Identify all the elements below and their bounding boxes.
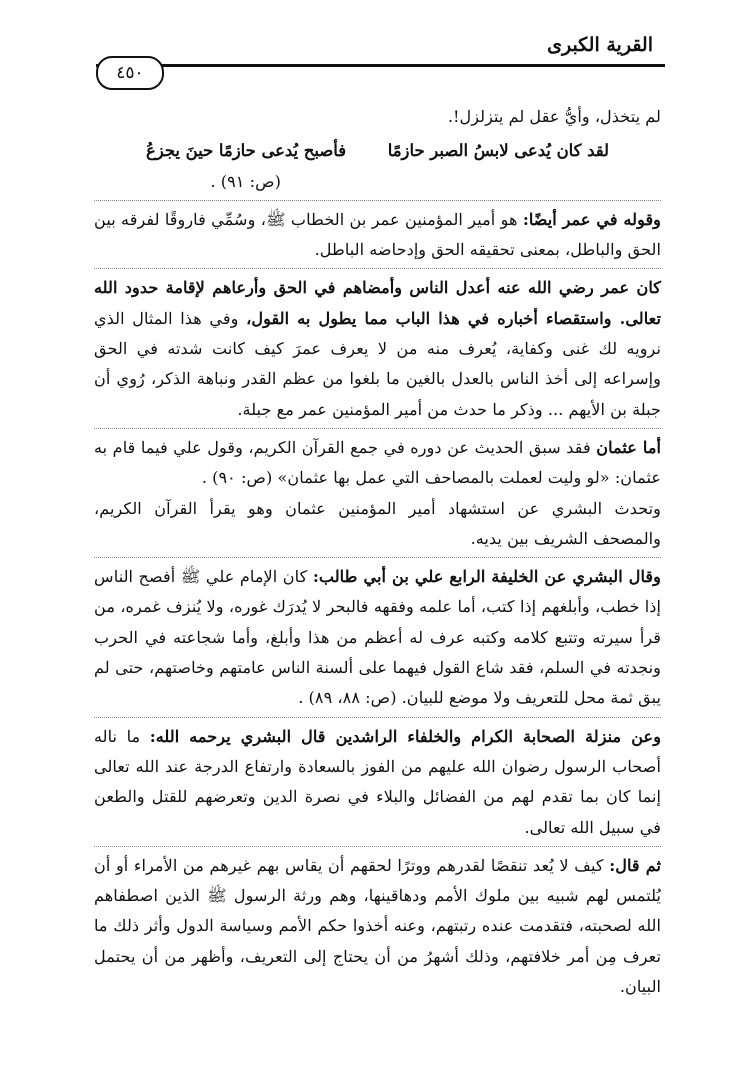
paragraph-6-lead: وقال البشري عن الخليفة الرابع علي بن أبي طالب: — [312, 567, 661, 587]
separator — [94, 200, 661, 201]
separator — [94, 557, 661, 558]
paragraph-4-lead: أما عثمان — [596, 437, 661, 457]
paragraph-3-text: وفي هذا المثال الذي نرويه لك غنى وكفاية، يُعرف منه من لا يعرف عمرَ كيف كانت شدته في الحق وإسراعه إلى أخذ الناس بالعدل بالغين ما بلغوا من عظم القدر ونباهة الذكر، رُوي أن جبلة بن الأيهم ... وذكر ما حدث من أمير المؤمنين عمر مع جبلة. — [94, 308, 661, 419]
paragraph-1: لم يتخذل، وأيُّ عقل لم يتزلزل!. — [447, 107, 661, 126]
paragraph-7-lead: وعن منزلة الصحابة الكرام والخلفاء الراشدين قال البشري يرحمه الله: — [149, 726, 662, 746]
separator — [94, 428, 661, 429]
paragraph-6 — [94, 562, 661, 713]
paragraph-7 — [94, 722, 661, 843]
paragraph-4 — [94, 433, 661, 494]
separator — [94, 846, 661, 847]
poem-reference: (ص: ٩١) . — [210, 171, 281, 191]
book-title: القرية الكبرى — [547, 34, 653, 56]
paragraph-2-text: هو أمير المؤمنين عمر بن الخطاب ﷺ، وسُمِّي فاروقًا لفرقه بين الحق والباطل، بمعنى تحقيقه الحق وإدحاضه الباطل. — [94, 209, 661, 260]
poem-hemistich-2: فأصبح يُدعى حازمًا حينَ يجزعُ — [146, 141, 347, 161]
paragraph-2 — [94, 205, 661, 266]
page-number: ٤٥٠ — [96, 56, 164, 90]
poem-verse — [94, 136, 661, 166]
paragraph-3 — [94, 273, 661, 424]
paragraph-4-text: فقد سبق الحديث عن دوره في جمع القرآن الكريم، وقول علي فيما قام به عثمان: «لو وليت لعملت بالمصاحف التي عمل بها عثمان» (ص: ٩٠) . — [94, 437, 661, 488]
paragraph-2-lead: وقوله في عمر أيضًا: — [522, 209, 661, 229]
paragraph-3-lead: كان عمر رضي الله عنه أعدل الناس وأمضاهم في الحق وأرعاهم لإقامة حدود الله تعالى. واستقصاء أخباره في هذا الباب مما يطول به القول، — [94, 278, 661, 328]
paragraph-8-lead: ثم قال: — [609, 855, 661, 875]
paragraph-8-text: كيف لا يُعد تنقصًا لقدرهم ووترًا لحقهم أن يقاس بهم غيرهم من الأمراء أو أن يُلتمس لهم شبيه بين ملوك الأمم ودهاقينها، وهم ورثة الرسول ﷺ الذين اصطفاهم الله لصحبته، فتقدمت عنده رتبتهم، وعنه أخذوا حكم الأمم وسياسة الدول وأثر ذلك ما تعرف مِن أمر خلافتهم، وذلك أشهرُ من أن يحتاج إلى التعريف، وأظهر من أن يحتمل البيان. — [94, 855, 661, 997]
separator — [94, 268, 661, 269]
poem-hemistich-1: لقد كان يُدعى لابسُ الصبر حازمًا — [387, 141, 609, 161]
paragraph-6-text: كان الإمام علي ﷺ أفصح الناس إذا خطب، وأبلغهم إذا كتب، أما علمه وفقهه فالبحر لا يُدرَك غوره، ولا يُنزف غمره، من قرأ سيرته وتتبع كلامه وكتبه عرف له أعظم من هذا وأبلغ، وأما شجاعته في الحرب ونجدته في السلم، فقد شاع القول فيهما على ألسنة الناس عامتهم وخاصتهم، حتى لم يبق ثمة محل للتعريف ولا موضع للبيان. (ص: ٨٨، ٨٩) . — [94, 567, 661, 708]
separator — [94, 717, 661, 718]
paragraph-7-text: ما ناله أصحاب الرسول رضوان الله عليهم من الفوز بالسعادة وارتفاع الدرجة عند الله تعالى إنما كان بما تقدم لهم من الفضائل والبلاء في نصرة الدين وتعرضهم للقتل والطعن في سبيل الله تعالى. — [94, 726, 661, 837]
page-body — [94, 102, 661, 1002]
header-rule — [96, 64, 665, 67]
paragraph-5: وتحدث البشري عن استشهاد أمير المؤمنين عثمان وهو يقرأ القرآن الكريم، والمصحف الشريف بين يديه. — [94, 498, 661, 548]
paragraph-8 — [94, 851, 661, 1002]
